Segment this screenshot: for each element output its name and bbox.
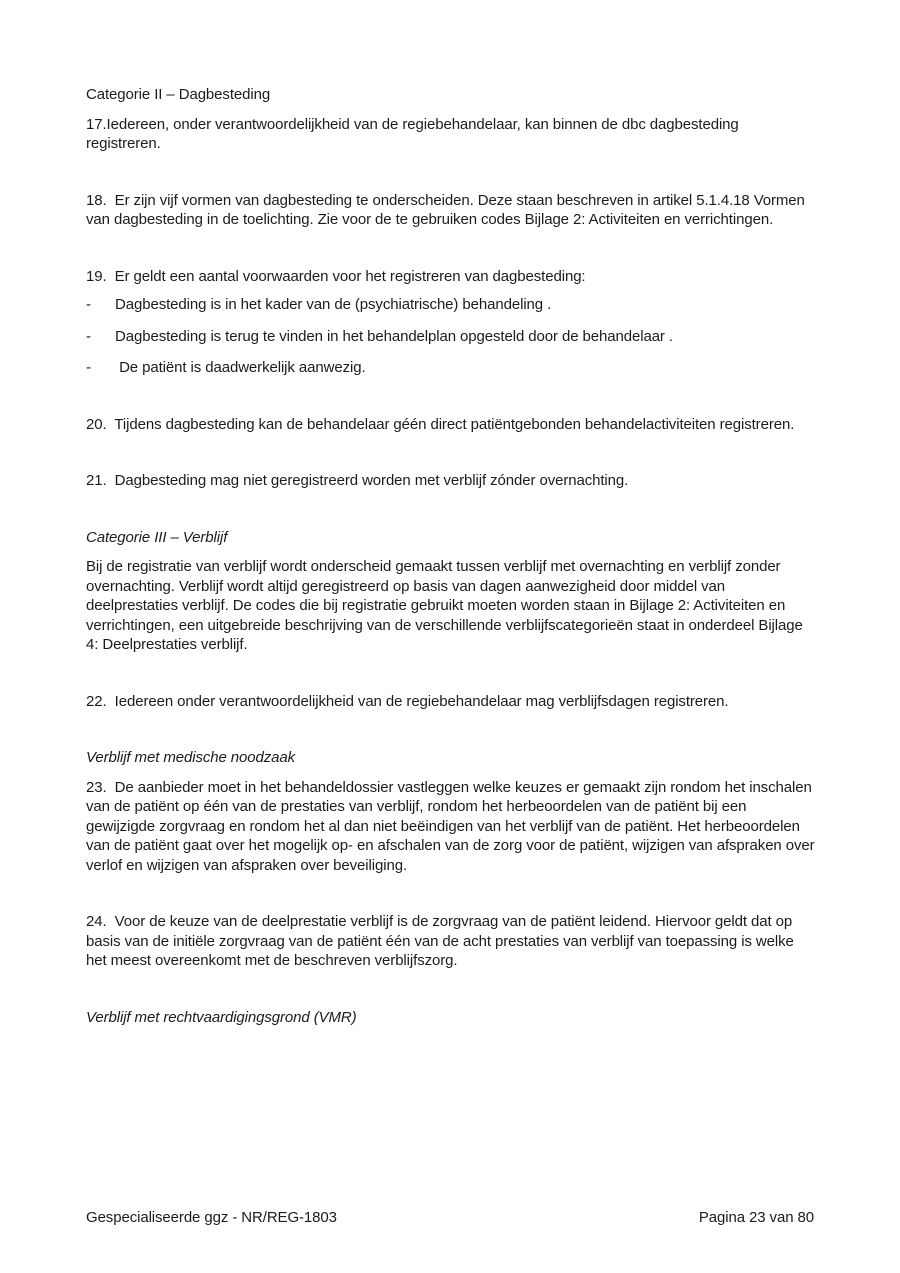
- footer-page-number: Pagina 23 van 80: [698, 1209, 814, 1226]
- paragraph-19-intro: 19. Er geldt een aantal voorwaarden voor het registreren van dagbesteding:: [86, 267, 586, 285]
- list-item: [86, 295, 817, 315]
- dagbesteding-conditions-list: [86, 295, 817, 378]
- list-item: [86, 327, 817, 347]
- paragraph-23: 23. De aanbieder moet in het behandeldossier vastleggen welke keuzes er gemaakt zijn rondom het inschalen van de patiënt op één van de prestaties van verblijf, rondom het herbeoordelen van de patiënt bij een gewijzigde zorgvraag en rondom het al dan niet beëindigen van het verblijf van de patiënt. Het herbeoordelen van de patiënt gaat over het mogelijk op- en afschalen van de zorg voor de patiënt, wijzigen van afspraken over verlof en wijzigen van afspraken over beveiliging.: [86, 778, 819, 874]
- section-heading-categorie-iii-verblijf: Categorie III – Verblijf: [86, 528, 228, 546]
- list-item-text: Dagbesteding is terug te vinden in het behandelplan opgesteld door de behandelaar .: [115, 327, 673, 345]
- paragraph-18: 18. Er zijn vijf vormen van dagbesteding te onderscheiden. Deze staan beschreven in artikel 5.1.4.18 Vormen van dagbesteding in de toelichting. Zie voor de te gebruiken codes Bijlage 2: Activiteiten en verrichtingen.: [86, 191, 809, 228]
- list-item-text: De patiënt is daadwerkelijk aanwezig.: [115, 359, 366, 376]
- page-content: [86, 85, 817, 1037]
- paragraph-24: 24. Voor de keuze van de deelprestatie verblijf is de zorgvraag van de patiënt leidend. Hiervoor geldt dat op basis van de initiële zorgvraag van de patiënt één van de acht prestaties van verblijf van toepassing is welke het meest overeenkomt met de beschreven verblijfszorg.: [86, 913, 798, 969]
- verblijf-intro-paragraph: Bij de registratie van verblijf wordt onderscheid gemaakt tussen verblijf met overnachting en verblijf zonder overnachting. Verblijf wordt altijd geregistreerd op basis van dagen aanwezigheid door middel van deelprestaties verblijf. De codes die bij registratie gebruikt moeten worden staan in Bijlage 2: Activiteiten en verrichtingen, een uitgebreide beschrijving van de verschillende verblijfscategorieën staat in onderdeel Bijlage 4: Deelprestaties verblijf.: [86, 558, 807, 653]
- paragraph-17: 17.Iedereen, onder verantwoordelijkheid van de regiebehandelaar, kan binnen de dbc dagbesteding registreren.: [86, 115, 743, 152]
- paragraph-20: 20. Tijdens dagbesteding kan de behandelaar géén direct patiëntgebonden behandelactiviteiten registreren.: [86, 415, 795, 433]
- dash-bullet-marker: -: [86, 359, 91, 376]
- section-heading-categorie-ii-dagbesteding: Categorie II – Dagbesteding: [86, 86, 271, 103]
- page-footer: [86, 1208, 814, 1228]
- list-item: [86, 358, 817, 378]
- dash-bullet-marker: -: [86, 296, 91, 313]
- subheading-verblijf-medische-noodzaak: Verblijf met medische noodzaak: [86, 749, 296, 766]
- dash-bullet-marker: -: [86, 327, 91, 345]
- paragraph-22: 22. Iedereen onder verantwoordelijkheid van de regiebehandelaar mag verblijfsdagen registreren.: [86, 692, 729, 710]
- subheading-verblijf-rechtvaardigingsgrond-vmr: Verblijf met rechtvaardigingsgrond (VMR): [86, 1008, 357, 1026]
- paragraph-21: 21. Dagbesteding mag niet geregistreerd worden met verblijf zónder overnachting.: [86, 472, 629, 489]
- footer-document-id: Gespecialiseerde ggz - NR/REG-1803: [86, 1209, 337, 1226]
- list-item-text: Dagbesteding is in het kader van de (psychiatrische) behandeling .: [115, 296, 552, 313]
